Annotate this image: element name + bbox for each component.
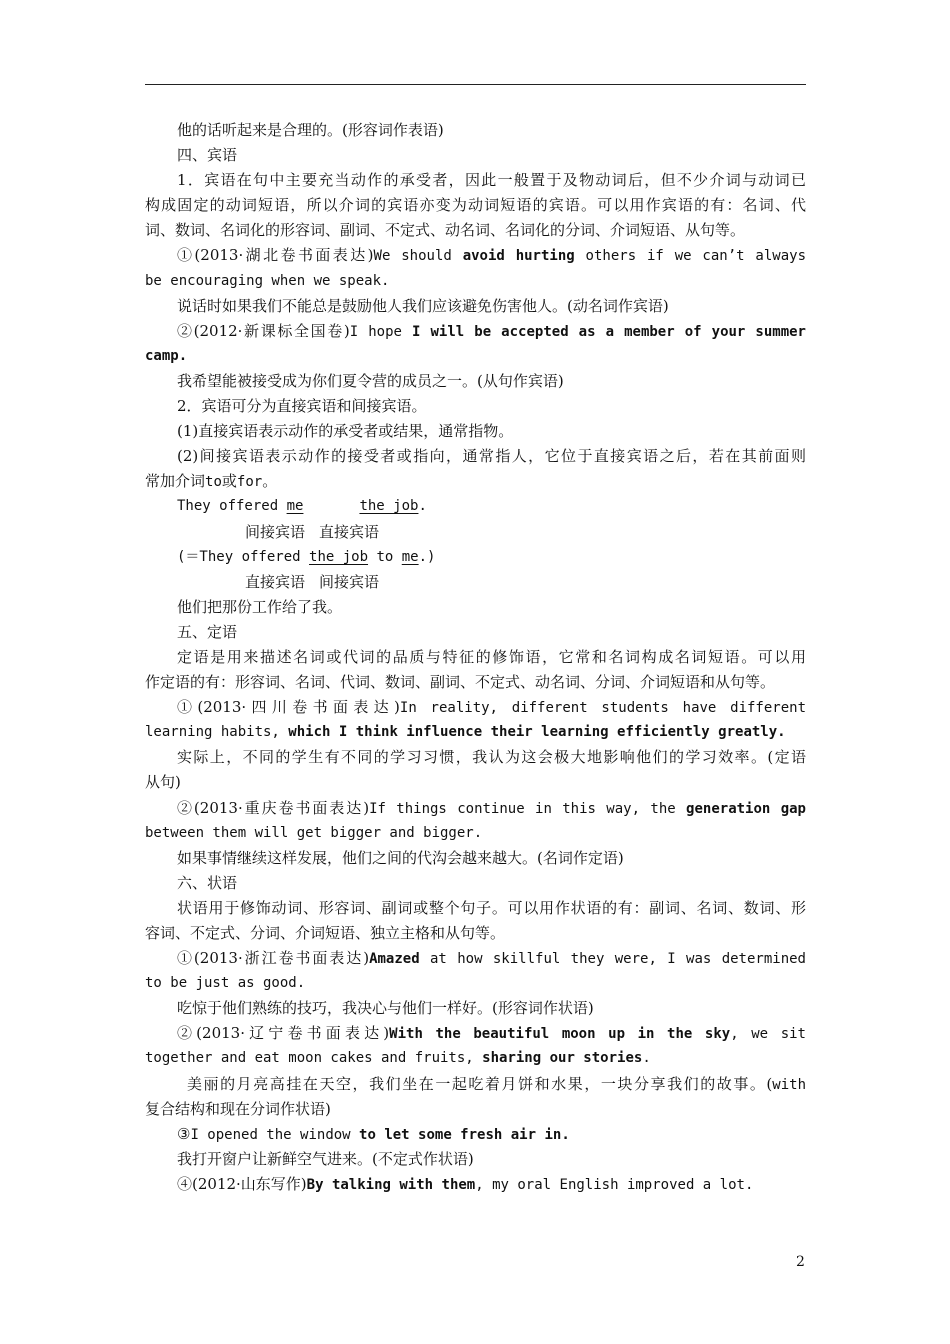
example-line — [145, 946, 806, 971]
example-line — [145, 243, 806, 268]
text: 实际上，不同的学生有不同的学习习惯，我认为这会极大地影响他们的学习效率。(定语 — [177, 748, 806, 767]
source: ②(2013·辽宁卷书面表达) — [177, 1024, 390, 1043]
label: 间接宾语 — [319, 572, 380, 591]
text-line — [145, 670, 806, 695]
text: together and eat moon cakes and fruits, — [145, 1050, 483, 1067]
example-line — [145, 319, 806, 344]
text: 构成固定的动词短语，所以介词的宾语亦变为动词短语的宾语。可以用作宾语的有：名词、代 — [145, 196, 806, 215]
example-line — [145, 1172, 806, 1197]
source: ③ — [177, 1124, 191, 1143]
text: They offered — [177, 498, 287, 515]
text: (＝They offered — [177, 548, 310, 565]
translation-line — [145, 846, 806, 871]
underlined-word: the job — [359, 498, 419, 515]
underlined-word: me — [286, 498, 304, 515]
highlight: camp. — [145, 347, 188, 364]
source: ①(2013·四川卷书面表达) — [177, 698, 400, 717]
highlight: avoid hurting — [462, 248, 575, 265]
text: (1)直接宾语表示动作的承受者或结果，通常指物。 — [177, 422, 514, 441]
example-line — [145, 796, 806, 821]
text: 常加介词 — [145, 472, 206, 491]
text-line — [145, 193, 806, 218]
text: between them will get bigger and bigger. — [145, 824, 483, 841]
text: , we sit — [730, 1026, 806, 1043]
text: be encouraging when we speak. — [145, 272, 390, 289]
translation-line — [145, 1097, 806, 1122]
text-line — [145, 896, 806, 921]
page-number: 2 — [796, 1254, 805, 1270]
highlight: With the beautiful moon up in the sky — [389, 1026, 731, 1043]
text-line — [145, 444, 806, 469]
example-line — [145, 1021, 806, 1046]
text: . — [642, 1050, 651, 1067]
label: 直接宾语 — [319, 522, 380, 541]
text: for — [236, 474, 263, 491]
text: to be just as good. — [145, 975, 306, 992]
label: 直接宾语 — [245, 572, 306, 591]
label-line — [145, 570, 806, 595]
text: 五、定语 — [177, 622, 238, 641]
text: 容词、不定式、分词、介词短语、独立主格和从句等。 — [145, 924, 506, 942]
source: ④(2012·山东写作) — [177, 1174, 307, 1193]
highlight: Amazed — [369, 951, 420, 968]
translation-line — [145, 294, 806, 319]
text: 复合结构和现在分词作状语) — [145, 1099, 331, 1118]
text: to — [205, 474, 222, 491]
text: 或 — [221, 472, 237, 491]
text: I opened the window — [190, 1126, 360, 1143]
text: 如果事情继续这样发展，他们之间的代沟会越来越大。(名词作定语) — [177, 848, 624, 867]
text-line — [145, 394, 806, 419]
text: 他的话听起来是合理的。(形容词作表语) — [177, 121, 444, 139]
highlight: to let some fresh air in. — [359, 1126, 570, 1143]
text: , my oral English improved a lot. — [475, 1176, 754, 1193]
section-heading — [145, 143, 806, 168]
text: I hope — [349, 323, 412, 340]
text-line — [145, 419, 806, 444]
text: 定语是用来描述名词或代词的品质与特征的修饰语，它常和名词构成名词短语。可以用 — [177, 647, 806, 666]
text: 他们把那份工作给了我。 — [177, 597, 343, 616]
underlined-word: me — [401, 548, 419, 565]
example-line — [145, 971, 806, 996]
text-line — [145, 168, 806, 193]
text: 。 — [262, 472, 278, 491]
translation-line — [145, 745, 806, 770]
highlight: which I think influence their learning efficiently greatly. — [288, 724, 786, 741]
section-heading — [145, 871, 806, 896]
underlined-word: the job — [309, 548, 369, 565]
text: (2)间接宾语表示动作的接受者或指向，通常指人，它位于直接宾语之后，若在其前面则 — [177, 447, 806, 466]
text: with — [772, 1076, 806, 1093]
text: In reality, different students have different — [399, 700, 807, 717]
translation-line — [145, 1147, 806, 1172]
text: 1．宾语在句中主要充当动作的承受者，因此一般置于及物动词后，但不少介词与动词已 — [177, 171, 806, 190]
text: We should — [373, 248, 463, 265]
text: 词、数词、名词化的形容词、副词、不定式、动名词、名词化的分词、介词短语、从句等。 — [145, 221, 746, 240]
text: others if we can’t always — [574, 248, 807, 265]
text: 作定语的有：形容词、名词、代词、数词、副词、不定式、动名词、分词、介词短语和从句等。 — [145, 673, 776, 692]
text: 我打开窗户让新鲜空气进来。(不定式作状语) — [177, 1149, 474, 1168]
label: 间接宾语 — [245, 522, 306, 541]
text: .) — [418, 548, 436, 565]
text-line — [145, 118, 806, 143]
header-rule — [145, 84, 806, 85]
example-line — [145, 545, 806, 570]
translation-line — [145, 595, 806, 620]
text: 美丽的月亮高挂在天空，我们坐在一起吃着月饼和水果，一块分享我们的故事。( — [187, 1074, 773, 1093]
example-line — [145, 269, 806, 294]
highlight: sharing our stories — [482, 1050, 643, 1067]
document-body — [145, 118, 806, 1197]
highlight: By talking with them — [306, 1176, 476, 1193]
text: 从句) — [145, 773, 181, 792]
text: 状语用于修饰动词、形容词、副词或整个句子。可以用作状语的有：副词、名词、数词、形 — [177, 898, 806, 917]
text: . — [418, 498, 427, 515]
text-line — [145, 921, 806, 946]
source: ②(2013·重庆卷书面表达) — [177, 798, 370, 817]
example-line — [145, 344, 806, 369]
source: ①(2013·浙江卷书面表达) — [177, 949, 370, 968]
text: If things continue in this way, the — [369, 800, 687, 817]
highlight: I will be accepted as a member of your summer — [412, 323, 806, 340]
text: to — [368, 548, 402, 565]
example-line — [145, 720, 806, 745]
translation-line — [145, 369, 806, 394]
example-line — [145, 494, 806, 519]
text: 2．宾语可分为直接宾语和间接宾语。 — [177, 397, 427, 416]
text-line — [145, 645, 806, 670]
text: 说话时如果我们不能总是鼓励他人我们应该避免伤害他人。(动名词作宾语) — [177, 296, 669, 315]
translation-line — [145, 770, 806, 795]
translation-line — [145, 1072, 806, 1097]
text: 我希望能被接受成为你们夏令营的成员之一。(从句作宾语) — [177, 371, 564, 390]
text-line — [145, 218, 806, 243]
text: 四、宾语 — [177, 146, 238, 165]
label-line — [145, 520, 806, 545]
example-line — [145, 1122, 806, 1147]
text: learning habits, — [145, 724, 289, 741]
section-heading — [145, 620, 806, 645]
text-line — [145, 469, 806, 494]
source: ②(2012·新课标全国卷) — [177, 321, 350, 340]
text: at how skillful they were, I was determined — [419, 951, 806, 968]
text: 吃惊于他们熟练的技巧，我决心与他们一样好。(形容词作状语) — [177, 999, 594, 1018]
translation-line — [145, 996, 806, 1021]
highlight: generation gap — [686, 800, 806, 817]
example-line — [145, 821, 806, 846]
example-line — [145, 1046, 806, 1071]
source: ①(2013·湖北卷书面表达) — [177, 246, 374, 265]
example-line — [145, 695, 806, 720]
text: 六、状语 — [177, 873, 238, 892]
